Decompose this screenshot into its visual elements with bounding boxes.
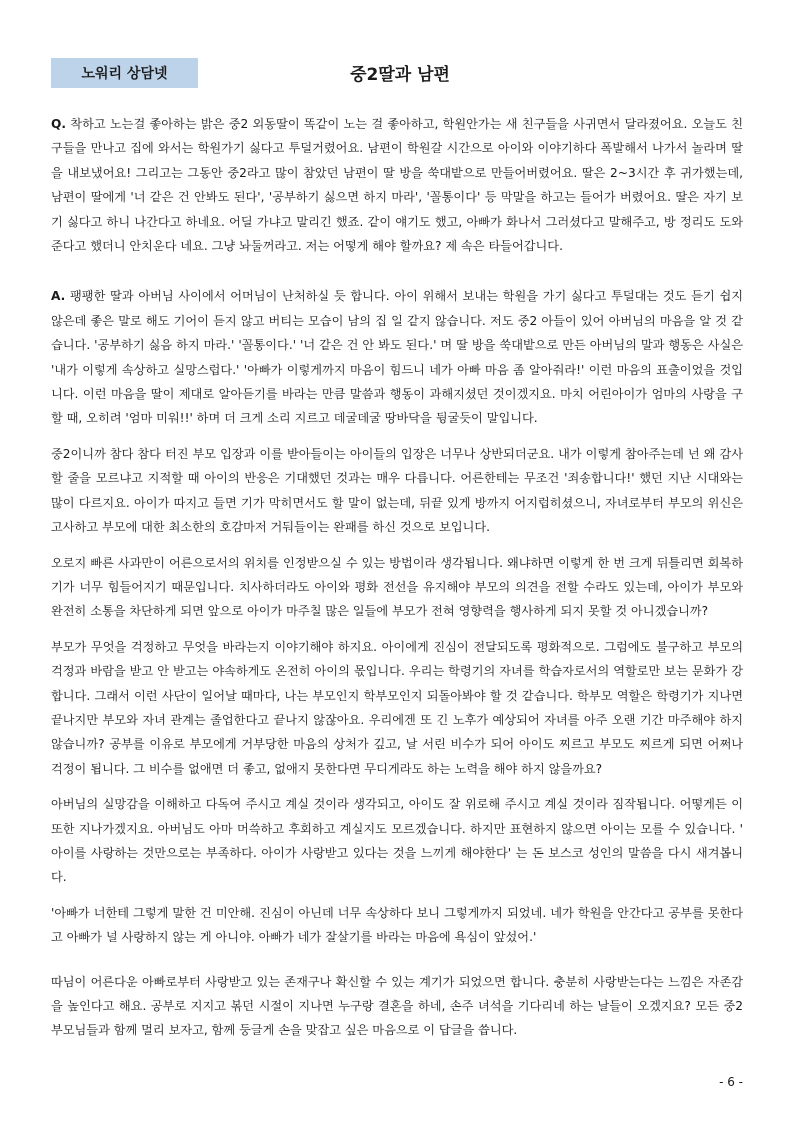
question-text: 착하고 노는걸 좋아하는 밝은 중2 외동딸이 똑같이 노는 걸 좋아하고, 학원안가는 새 친구들을 사귀면서 달라졌어요. 오늘도 친구들을 만나고 집에 와서는 학원가기 싫다고 투덜거렸어요. 남편이 학원갈 시간으로 아이와 이야기하다 폭발해서 나가서 놀라며 딸을 내보냈어요! 그리고는 그동안 중2라고 많이 참았던 남편이 딸 방을 쑥대밭으로 만들어버렸어요. 딸은 2~3시간 후 귀가했는데, 남편이 딸에게 '너 같은 건 안봐도 된다', '공부하기 싫으면 하지 마라', '꼴통이다' 등 막말을 하고는 들어가 버렸어요. 딸은 자기 보기 싫다고 하니 나간다고 하네요. 어딜 가냐고 말리긴 했죠. 같이 얘기도 했고, 아빠가 화나서 그러셨다고 말해주고, 방 정리도 도와준다고 했더니 안치운다 네요. 그냥 놔둘꺼라고. 저는 어떻게 해야 할까요? 제 속은 타들어갑니다. xyxy=(51,117,743,254)
header-badge xyxy=(51,58,198,88)
page-number: - 6 - xyxy=(719,1075,743,1089)
page-title: 중2딸과 남편 xyxy=(350,65,450,85)
answer-text-1: 팽팽한 딸과 아버님 사이에서 어머님이 난처하실 듯 합니다. 아이 위해서 보내는 학원을 가기 싫다고 투덜대는 것도 듣기 쉽지 않은데 좋은 말로 해도 기어이 듣지 않고 버티는 모습이 남의 집 일 같지 않습니다. 저도 중2 아들이 있어 아버님의 마음을 알 것 같습니다. '공부하기 싫음 하지 마라.' '꼴통이다.' '너 같은 건 안 봐도 된다.' 며 딸 방을 쑥대밭으로 만든 아버님의 말과 행동은 사실은 '내가 이렇게 속상하고 실망스럽다.' '아빠가 이렇게까지 마음이 힘드니 네가 아빠 마음 좀 알아줘라!' 이런 마음의 표출이었을 것입니다. 이런 마음을 딸이 제대로 알아듣기를 바라는 만큼 말씀과 행동이 과해지셨던 것이겠지요. 마치 어린아이가 엄마의 사랑을 구할 때, 오히려 '엄마 미워!!' 하며 더 크게 소리 지르고 데굴데굴 땅바닥을 뒹굴듯이 말입니다. xyxy=(51,289,743,426)
answer-paragraph: 부모가 무엇을 걱정하고 무엇을 바라는지 이야기해야 하지요. 아이에게 진심이 전달되도록 평화적으로. 그럼에도 불구하고 부모의 걱정과 바람을 받고 안 받고는 야속하게도 온전히 아이의 몫입니다. 우리는 학령기의 자녀를 학습자로서의 역할로만 보는 문화가 강합니다. 그래서 이런 사단이 일어날 때마다, 나는 부모인지 학부모인지 되돌아봐야 할 것 같습니다. 학부모 역할은 학령기가 지나면 끝나지만 부모와 자녀 관계는 졸업한다고 끝나지 않잖아요. 우리에겐 또 긴 노후가 예상되어 자녀를 아주 오랜 기간 마주해야 하지 않습니까? 공부를 이유로 부모에게 거부당한 마음의 상처가 깊고, 날 서린 비수가 되어 아이도 찌르고 부모도 찌르게 되면 어쩌나 걱정이 됩니다. 그 비수를 없애면 더 좋고, 없애지 못한다면 무디게라도 하는 노력을 해야 하지 않을까요? xyxy=(51,639,743,776)
question-marker: Q. xyxy=(51,117,66,131)
answer-paragraph: 중2이니까 참다 참다 터진 부모 입장과 이를 받아들이는 아이들의 입장은 너무나 상반되더군요. 내가 이렇게 참아주는데 넌 왜 감사할 줄을 모르냐고 지적할 때 아이의 반응은 기대했던 것과는 매우 다릅니다. 어른한테는 무조건 '죄송합니다!' 했던 지난 시대와는 많이 다르지요. 아이가 따지고 들면 기가 막히면서도 할 말이 없는데, 뒤끝 있게 방까지 어지럽히셨으니, 자녀로부터 부모의 위신은 고사하고 부모에 대한 최소한의 호감마저 거둬들이는 완패를 하신 것으로 보입니다. xyxy=(51,446,743,535)
answer-paragraph: 아버님의 실망감을 이해하고 다독여 주시고 계실 것이라 생각되고, 아이도 잘 위로해 주시고 계실 것이라 짐작됩니다. 어떻게든 이 또한 지나가겠지요. 아버님도 아마 머쓱하고 후회하고 계실지도 모르겠습니다. 하지만 표현하지 않으면 아이는 모를 수 있습니다. ' 아이를 사랑하는 것만으로는 부족하다. 아이가 사랑받고 있다는 것을 느끼게 해야한다' 는 돈 보스코 성인의 말씀을 다시 새겨봅니다. xyxy=(51,797,743,885)
answer-paragraph xyxy=(51,284,743,430)
answer-quote: '아빠가 너한테 그렇게 말한 건 미안해. 진심이 아닌데 너무 속상하다 보니 그렇게까지 되었네. 네가 학원을 안간다고 공부를 못한다고 아빠가 널 사랑하지 않는 게 아니야. 아빠가 네가 잘살기를 바라는 마음에 욕심이 앞섰어.' xyxy=(51,905,743,945)
answer-paragraph: 오로지 빠른 사과만이 어른으로서의 위치를 인정받으실 수 있는 방법이라 생각됩니다. 왜냐하면 이렇게 한 번 크게 뒤틀리면 회복하기가 너무 힘들어지기 때문입니다. 치사하더라도 아이와 평화 전선을 유지해야 부모의 의견을 전할 수라도 있는데, 아이가 부모와 완전히 소통을 차단하게 되면 앞으로 아이가 마주칠 많은 일들에 부모가 전혀 영향력을 행사하게 되지 못할 것 아니겠습니까? xyxy=(51,555,743,619)
header-badge-label: 노워리 상담넷 xyxy=(81,66,168,82)
answer-marker: A. xyxy=(51,289,66,304)
article-body xyxy=(51,112,743,1054)
answer-paragraph: 따님이 어른다운 아빠로부터 사랑받고 있는 존재구나 확신할 수 있는 계기가 되었으면 합니다. 충분히 사랑받는다는 느낌은 자존감을 높인다고 해요. 공부로 지지고 볶던 시절이 지나면 누구랑 결혼을 하네, 손주 녀석을 기다리네 하는 날들이 오겠지요? 모든 중2 부모님들과 함께 멀리 보자고, 함께 둥글게 손을 맞잡고 싶은 마음으로 이 답글을 씁니다. xyxy=(51,974,743,1038)
question-paragraph xyxy=(51,112,743,258)
